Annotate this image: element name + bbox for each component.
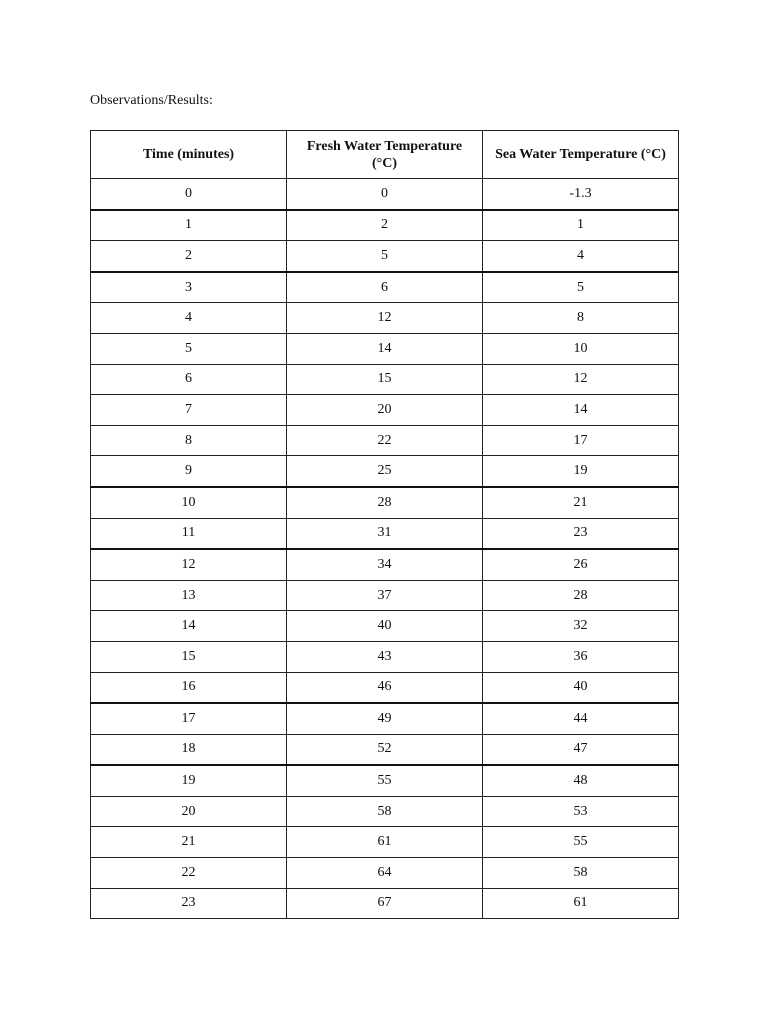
sea-water-temperature-cell: -1.3 [483, 179, 679, 210]
time-cell: 21 [91, 827, 287, 858]
fresh-water-temperature-cell: 64 [287, 858, 483, 889]
time-cell: 2 [91, 241, 287, 272]
fresh-water-temperature-cell: 15 [287, 364, 483, 395]
table-row [91, 303, 679, 334]
sea-water-temperature-cell: 19 [483, 456, 679, 487]
fresh-water-temperature-cell: 55 [287, 765, 483, 796]
column-header-fresh-water-temperature: Fresh Water Temperature (°C) [287, 131, 483, 179]
time-cell: 12 [91, 549, 287, 580]
sea-water-temperature-cell: 36 [483, 641, 679, 672]
time-cell: 14 [91, 611, 287, 642]
fresh-water-temperature-cell: 37 [287, 580, 483, 611]
results-table-body [91, 179, 679, 919]
fresh-water-temperature-cell: 67 [287, 888, 483, 919]
time-cell: 16 [91, 672, 287, 703]
fresh-water-temperature-cell: 52 [287, 734, 483, 765]
sea-water-temperature-cell: 32 [483, 611, 679, 642]
time-cell: 10 [91, 487, 287, 518]
fresh-water-temperature-cell: 14 [287, 333, 483, 364]
sea-water-temperature-cell: 10 [483, 333, 679, 364]
fresh-water-temperature-cell: 34 [287, 549, 483, 580]
table-row [91, 487, 679, 518]
table-row [91, 611, 679, 642]
time-cell: 23 [91, 888, 287, 919]
table-header-row [91, 131, 679, 179]
column-header-sea-water-temperature: Sea Water Temperature (°C) [483, 131, 679, 179]
table-row [91, 580, 679, 611]
fresh-water-temperature-cell: 22 [287, 425, 483, 456]
table-row [91, 456, 679, 487]
column-header-time: Time (minutes) [91, 131, 287, 179]
fresh-water-temperature-cell: 46 [287, 672, 483, 703]
time-cell: 6 [91, 364, 287, 395]
sea-water-temperature-cell: 48 [483, 765, 679, 796]
fresh-water-temperature-cell: 12 [287, 303, 483, 334]
time-cell: 13 [91, 580, 287, 611]
table-row [91, 333, 679, 364]
time-cell: 20 [91, 796, 287, 827]
table-row [91, 179, 679, 210]
time-cell: 3 [91, 272, 287, 303]
fresh-water-temperature-cell: 49 [287, 703, 483, 734]
table-row [91, 364, 679, 395]
sea-water-temperature-cell: 1 [483, 210, 679, 241]
sea-water-temperature-cell: 8 [483, 303, 679, 334]
fresh-water-temperature-cell: 2 [287, 210, 483, 241]
table-row [91, 703, 679, 734]
page-heading: Observations/Results: [90, 93, 213, 108]
table-row [91, 241, 679, 272]
time-cell: 8 [91, 425, 287, 456]
table-row [91, 272, 679, 303]
sea-water-temperature-cell: 53 [483, 796, 679, 827]
table-row [91, 672, 679, 703]
fresh-water-temperature-cell: 20 [287, 395, 483, 426]
time-cell: 22 [91, 858, 287, 889]
time-cell: 4 [91, 303, 287, 334]
table-row [91, 888, 679, 919]
sea-water-temperature-cell: 47 [483, 734, 679, 765]
table-row [91, 518, 679, 549]
table-row [91, 549, 679, 580]
sea-water-temperature-cell: 23 [483, 518, 679, 549]
sea-water-temperature-cell: 28 [483, 580, 679, 611]
time-cell: 9 [91, 456, 287, 487]
table-row [91, 827, 679, 858]
sea-water-temperature-cell: 5 [483, 272, 679, 303]
fresh-water-temperature-cell: 28 [287, 487, 483, 518]
table-row [91, 796, 679, 827]
sea-water-temperature-cell: 61 [483, 888, 679, 919]
time-cell: 0 [91, 179, 287, 210]
sea-water-temperature-cell: 14 [483, 395, 679, 426]
sea-water-temperature-cell: 58 [483, 858, 679, 889]
time-cell: 19 [91, 765, 287, 796]
fresh-water-temperature-cell: 58 [287, 796, 483, 827]
sea-water-temperature-cell: 21 [483, 487, 679, 518]
time-cell: 1 [91, 210, 287, 241]
time-cell: 18 [91, 734, 287, 765]
results-table [90, 130, 679, 919]
time-cell: 5 [91, 333, 287, 364]
time-cell: 15 [91, 641, 287, 672]
fresh-water-temperature-cell: 61 [287, 827, 483, 858]
fresh-water-temperature-cell: 43 [287, 641, 483, 672]
sea-water-temperature-cell: 4 [483, 241, 679, 272]
fresh-water-temperature-cell: 25 [287, 456, 483, 487]
sea-water-temperature-cell: 44 [483, 703, 679, 734]
table-row [91, 734, 679, 765]
table-row [91, 641, 679, 672]
table-row [91, 210, 679, 241]
time-cell: 17 [91, 703, 287, 734]
table-row [91, 858, 679, 889]
fresh-water-temperature-cell: 0 [287, 179, 483, 210]
sea-water-temperature-cell: 17 [483, 425, 679, 456]
fresh-water-temperature-cell: 40 [287, 611, 483, 642]
fresh-water-temperature-cell: 5 [287, 241, 483, 272]
time-cell: 7 [91, 395, 287, 426]
table-row [91, 765, 679, 796]
sea-water-temperature-cell: 40 [483, 672, 679, 703]
fresh-water-temperature-cell: 6 [287, 272, 483, 303]
sea-water-temperature-cell: 26 [483, 549, 679, 580]
table-row [91, 395, 679, 426]
sea-water-temperature-cell: 55 [483, 827, 679, 858]
table-row [91, 425, 679, 456]
sea-water-temperature-cell: 12 [483, 364, 679, 395]
fresh-water-temperature-cell: 31 [287, 518, 483, 549]
time-cell: 11 [91, 518, 287, 549]
